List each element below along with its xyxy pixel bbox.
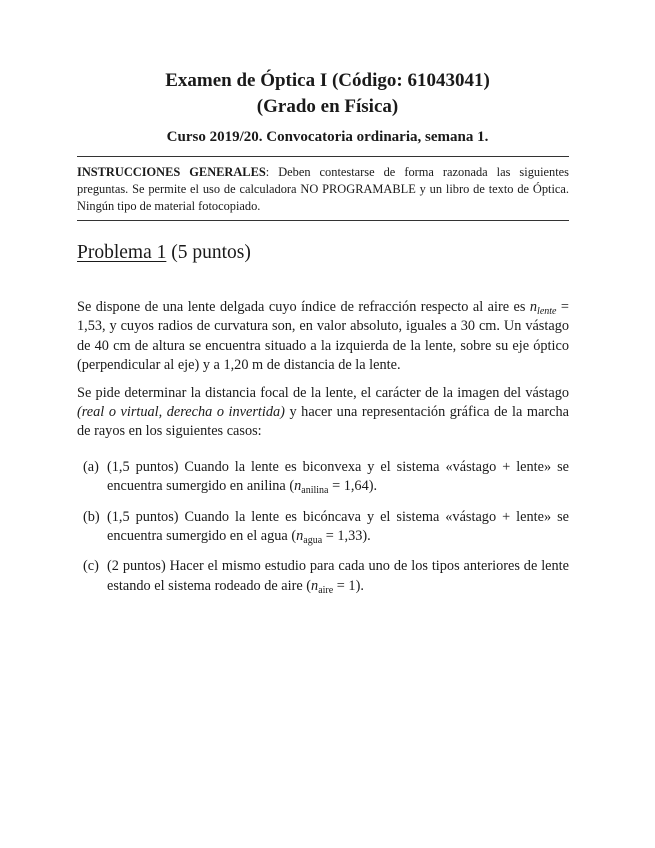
p2-italic: (real o virtual, derecha o invertida)	[77, 404, 285, 421]
p2-text-a: Se pide determinar la distancia focal de la lente, el carácter de la imagen del vástago	[77, 384, 569, 401]
exam-title: Examen de Óptica I (Código: 61043041)	[165, 70, 490, 91]
list-item	[77, 508, 569, 547]
p1-text-a: Se dispone de una lente delgada cuyo índice de refracción respecto al aire es	[77, 299, 530, 315]
item-text	[107, 458, 569, 497]
problem-points: (5 puntos)	[166, 242, 251, 263]
p1-text-b: = 1,53, y cuyos radios de curvatura son, en valor absoluto, iguales a 30 cm. Un vástago de 40 cm de altura se encuentra situado a la izquierda de la lente, sobre su eje óptico (perpendicular al eje) y a 1,20 m de distancia de la lente.	[77, 299, 569, 374]
item-tail: = 1).	[333, 577, 364, 594]
problem-statement	[77, 298, 569, 607]
item-body: (1,5 puntos) Cuando la lente es bicóncava y el sistema «vástago + lente» se encuentra sumergido en el agua (	[107, 508, 569, 545]
paragraph-1	[77, 298, 569, 376]
instructions-text: : Deben contestarse de forma razonada las siguientes preguntas. Se permite el uso de calculadora NO PROGRAMABLE y un libro de texto de Óptica. Ningún tipo de material fotocopiado.	[77, 165, 569, 213]
item-body: (2 puntos) Hacer el mismo estudio para cada uno de los tipos anteriores de lente estando el sistema rodeado de aire (	[107, 558, 569, 594]
item-subscript: aire	[318, 584, 334, 596]
case-list	[77, 458, 569, 596]
list-item	[77, 557, 569, 596]
paragraph-2	[77, 384, 569, 442]
item-symbol: n	[294, 478, 302, 495]
problem-heading	[77, 240, 251, 266]
course-subtitle: Curso 2019/20. Convocatoria ordinaria, semana 1.	[166, 129, 489, 145]
header	[0, 68, 655, 148]
item-subscript: agua	[303, 535, 323, 547]
item-tail: = 1,33).	[322, 528, 371, 545]
item-symbol: n	[296, 528, 304, 545]
p1-symbol-n: n	[529, 299, 538, 315]
item-label: (c)	[83, 558, 99, 575]
p2-text-b: y hacer una representación gráfica de la marcha de rayos en los siguientes casos:	[77, 404, 569, 440]
item-tail: = 1,64).	[328, 478, 378, 495]
list-item	[77, 458, 569, 497]
p1-subscript: lente	[537, 306, 557, 317]
item-text	[107, 508, 569, 547]
item-subscript: anilina	[301, 485, 329, 497]
item-text	[107, 557, 569, 596]
item-body: (1,5 puntos) Cuando la lente es biconvexa y el sistema «vástago + lente» se encuentra sumergido en anilina (	[107, 458, 569, 495]
problem-name: Problema 1	[77, 242, 167, 263]
degree-title: (Grado en Física)	[256, 96, 399, 117]
item-label: (a)	[83, 458, 99, 475]
instructions-label: INSTRUCCIONES GENERALES	[77, 165, 266, 179]
item-symbol: n	[311, 577, 319, 594]
general-instructions	[77, 156, 569, 221]
item-label: (b)	[83, 508, 100, 525]
